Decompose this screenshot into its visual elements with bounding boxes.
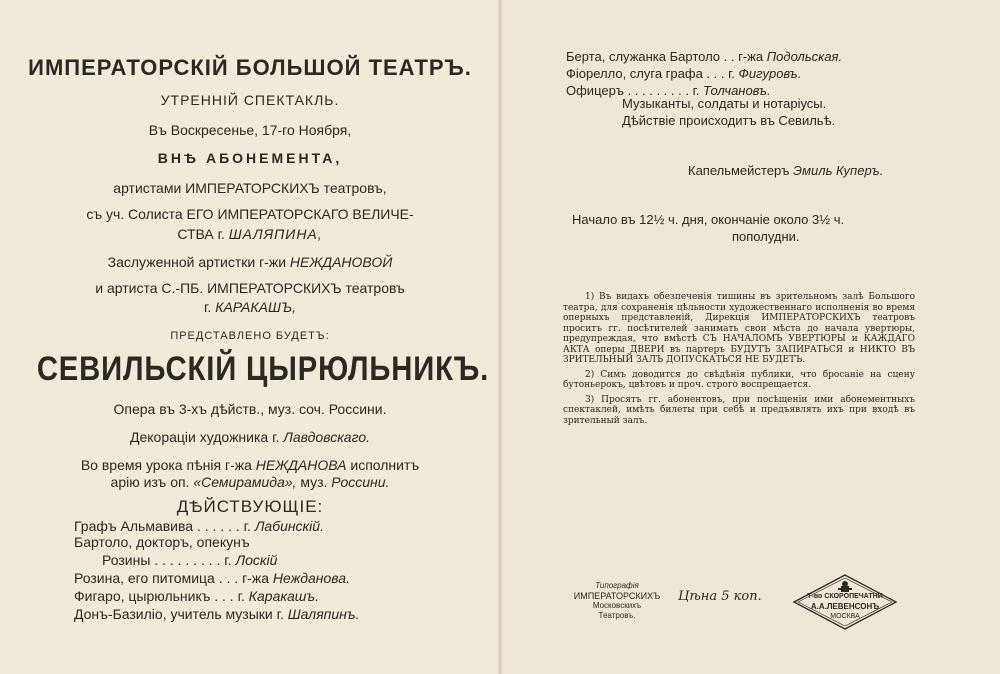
decor-name: Лавдовскаго. xyxy=(283,429,371,445)
logo-line-1: Т-во СКОРОПЕЧАТНИ xyxy=(807,593,883,600)
printer-imprint xyxy=(562,581,672,621)
printer-line-3: Московскихъ xyxy=(592,601,642,610)
lesson-name: НЕЖДАНОВА xyxy=(255,457,347,473)
page-fold xyxy=(497,0,503,674)
cast-role: Розины . . . . . . . . . г. xyxy=(102,552,232,568)
soloist-line-1: съ уч. Солиста ЕГО ИМПЕРАТОРСКАГО ВЕЛИЧЕ- xyxy=(86,206,414,222)
aria-mid: муз. xyxy=(300,474,328,490)
audience-notes xyxy=(563,292,915,430)
price-label: Цѣна 5 коп. xyxy=(678,589,762,604)
cast-row xyxy=(74,570,350,586)
start-time-line-1: Начало въ 12½ ч. дня, окончаніе около 3½ ч. xyxy=(572,212,845,227)
soloist-name: ШАЛЯПИНА, xyxy=(228,226,323,242)
conductor-prefix: Капельмейстеръ xyxy=(688,163,790,178)
theatre-title: ИМПЕРАТОРСКІЙ БОЛЬШОЙ ТЕАТРЪ. xyxy=(28,55,472,80)
cast-row xyxy=(566,66,801,81)
printer-logo xyxy=(790,573,900,631)
setting-line: Дѣйствіе происходитъ въ Севильѣ. xyxy=(622,113,836,128)
honored-name: НЕЖДАНОВОЙ xyxy=(289,254,393,270)
artist-name: КАРАКАШЪ, xyxy=(215,299,296,315)
decor-prefix: Декораціи художника г. xyxy=(129,429,280,445)
cast-heading: ДѢЙСТВУЮЩІЕ: xyxy=(176,497,324,516)
cast-row xyxy=(566,49,842,64)
cast-role: Бартоло, докторъ, опекунъ xyxy=(74,534,250,550)
artist-prefix: г. xyxy=(204,299,212,315)
cast-row xyxy=(74,588,319,604)
aria-line xyxy=(0,474,500,490)
opera-title: СЕВИЛЬСКІЙ ЦЫРЮЛЬНИКЪ. xyxy=(36,350,490,388)
printer-line-2: ИМПЕРАТОРСКИХЪ xyxy=(573,591,661,601)
extras-line: Музыканты, солдаты и нотаріусы. xyxy=(622,96,827,111)
lesson-line xyxy=(0,457,500,473)
cast-role: Берта, служанка Бартоло . . г-жа xyxy=(566,49,764,64)
opera-title-wrap xyxy=(0,350,500,389)
note-1: 1) Въ видахъ обезпеченія тишины въ зрительномъ залѣ Большого театра, для сохраненія цѣльности художественнаго исполненія во время оперныхъ представленій, Дирекція ИМПЕРАТОРСКИХЪ театровъ проситъ гг. посѣтителей занимать свои мѣста до начала увертюры, предупреждая, что вмѣстѣ СЪ НАЧАЛОМЪ УВЕРТЮРЫ и КАЖДАГО АКТА оперы ДВЕРИ въ партеръ БУДУТЪ ЗАПИРАТЬСЯ и НИКТО ВЪ ЗРИТЕЛЬНЫЙ ЗАЛЪ ДОПУСКАТЬСЯ НЕ БУДЕТЪ. xyxy=(563,292,915,365)
cast-role: Фигаро, цырюльникъ . . . г. xyxy=(74,588,245,604)
aria-name: «Семирамида», xyxy=(193,474,297,490)
conductor-name: Эмиль Куперъ. xyxy=(792,163,884,178)
cast-row xyxy=(74,534,250,550)
presented-line: ПРЕДСТАВЛЕНО БУДЕТЪ: xyxy=(170,330,330,342)
artist-line-1: и артиста С.-ПБ. ИМПЕРАТОРСКИХЪ театровъ xyxy=(95,280,405,296)
note-3: 3) Просятъ гг. абонентовъ, при посѣщеніи ими абонементныхъ спектаклей, имѣть билеты при себѣ и предъявлять ихъ при входѣ въ зрительный залъ. xyxy=(563,394,915,426)
honored-line xyxy=(0,254,500,270)
cast-actor: Фигуровъ. xyxy=(738,66,802,81)
honored-prefix: Заслуженной артистки г-жи xyxy=(107,254,287,270)
cast-role: Фіорелло, слуга графа . . . г. xyxy=(566,66,735,81)
cast-actor: Подольская. xyxy=(766,49,843,64)
cast-role: Офицеръ . . . . . . . . . г. xyxy=(566,83,700,98)
start-time-line-2: пополудни. xyxy=(732,229,800,244)
lesson-prefix: Во время урока пѣнія г-жа xyxy=(80,457,252,473)
subscription-line: ВНѢ АБОНЕМЕНТА, xyxy=(157,150,343,166)
cast-actor: Толчановъ. xyxy=(702,83,771,98)
soloist-line-2 xyxy=(0,226,500,242)
lesson-suffix: исполнитъ xyxy=(350,457,420,473)
cast-row xyxy=(74,518,324,534)
cast-role: Графъ Альмавива . . . . . . г. xyxy=(74,518,251,534)
logo-line-2: А.А.ЛЕВЕНСОНЪ xyxy=(810,602,880,611)
cast-role: Розина, его питомица . . . г-жа xyxy=(74,570,269,586)
cast-actor: Шаляпинъ. xyxy=(287,606,360,622)
printer-line-1: Типографія xyxy=(595,581,639,590)
aria-prefix: арію изъ оп. xyxy=(110,474,190,490)
artists-line: артистами ИМПЕРАТОРСКИХЪ театровъ, xyxy=(113,180,387,196)
cast-row xyxy=(102,552,277,568)
opera-subtitle: Опера въ 3-хъ дѣйств., муз. соч. Россини. xyxy=(113,401,387,417)
performance-type: УТРЕННІЙ СПЕКТАКЛЬ. xyxy=(160,92,340,108)
cast-actor: Лабинскій. xyxy=(254,518,324,534)
cast-actor: Лоскій xyxy=(235,552,278,568)
printer-line-4: Театровъ. xyxy=(598,611,636,620)
logo-line-3: МОСКВА xyxy=(830,613,860,620)
cast-row xyxy=(74,606,359,622)
note-2: 2) Симъ доводится до свѣдѣнія публики, что бросаніе на сцену бутоньерокъ, цвѣтовъ и проч. строго воспрещается. xyxy=(563,369,915,390)
conductor-line xyxy=(688,163,883,178)
decor-line xyxy=(0,429,500,445)
soloist-prefix: СТВА г. xyxy=(177,226,225,242)
cast-actor: Нежданова. xyxy=(272,570,350,586)
artist-line-2 xyxy=(0,299,500,315)
cast-role: Донъ-Базиліо, учитель музыки г. xyxy=(74,606,284,622)
cast-actor: Каракашъ. xyxy=(248,588,319,604)
aria-composer: Россини. xyxy=(331,474,390,490)
date-line: Въ Воскресенье, 17-го Ноября, xyxy=(148,122,352,138)
